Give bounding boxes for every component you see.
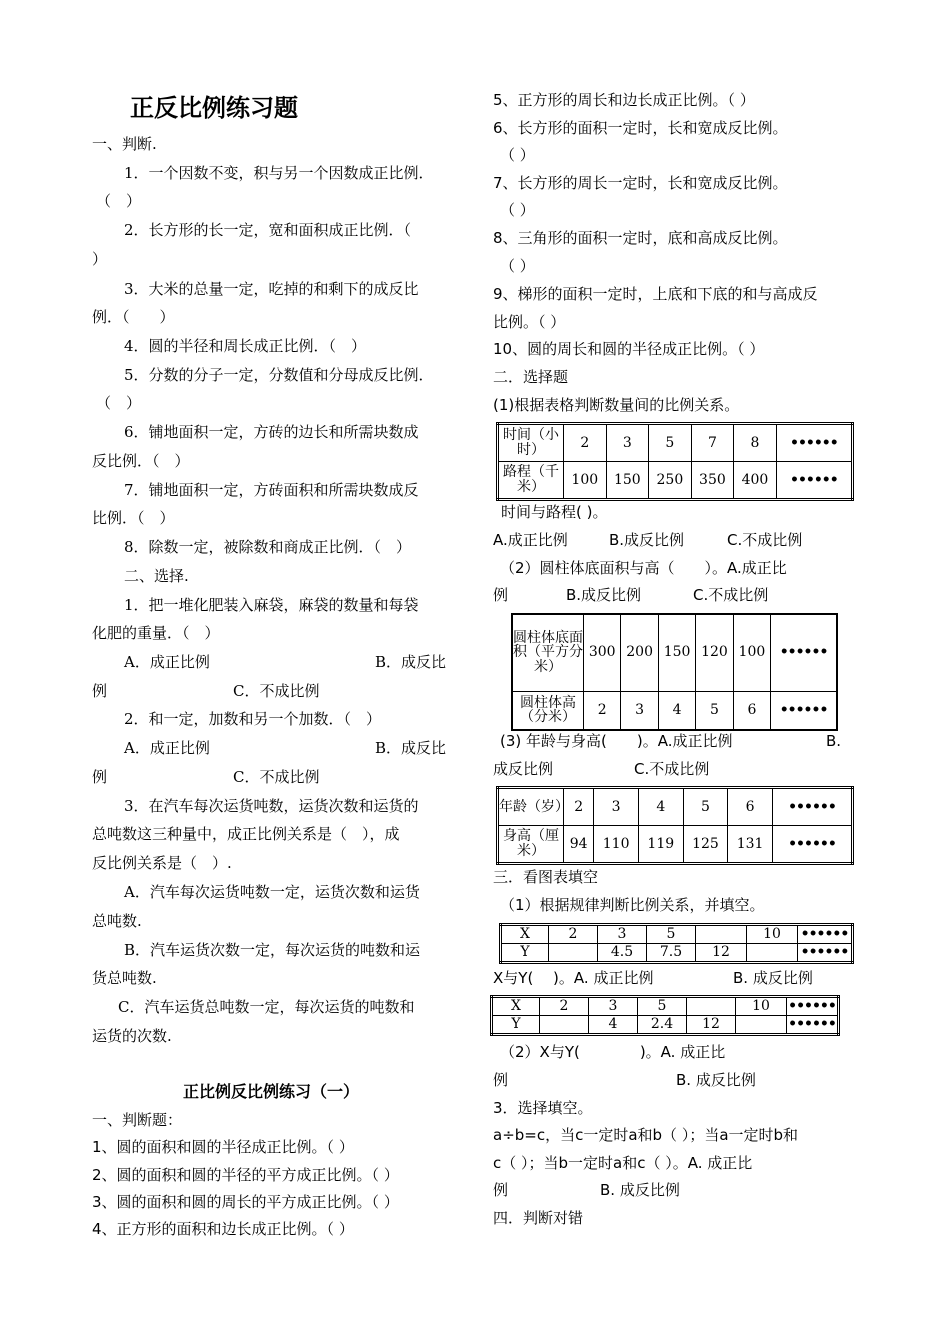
table-cell: 4.5 [598, 944, 647, 963]
answer-blank[interactable]: （ ） [500, 146, 535, 164]
question-text: 7、长方形的周长一定时，长和宽成反比例。 [493, 174, 788, 192]
table-cell: 3 [589, 997, 638, 1016]
section-heading: 二、选择. [124, 567, 189, 585]
section-heading: 一、判断题： [92, 1111, 183, 1129]
question-text: 6．铺地面积一定，方砖的边长和所需块数成 [124, 423, 419, 441]
question-text: 5、正方形的周长和边长成正比例。（ ） [493, 91, 755, 109]
option-a[interactable]: A．汽车每次运货吨数一定，运货次数和运货 [124, 883, 420, 901]
table-cell: 110 [594, 826, 639, 864]
table-cell: 120 [696, 614, 733, 691]
table-cell: 200 [621, 614, 658, 691]
table-cell: 10 [736, 997, 787, 1016]
table-header: 圆柱体高（分米） [512, 691, 584, 730]
table-cell: 2 [584, 691, 621, 730]
data-table-cylinder [511, 613, 838, 731]
table-cell: •••••• [798, 944, 853, 963]
table-cell[interactable]: 5 [647, 925, 696, 944]
data-table-xy-1 [499, 923, 854, 964]
table-cell: 12 [687, 1016, 736, 1035]
question-text: c（ ）；当b一定时a和c（ ）。A. 成正比 [493, 1154, 753, 1172]
table-cell: 125 [683, 826, 728, 864]
question-text: 8、三角形的面积一定时，底和高成反比例。 [493, 229, 788, 247]
table-cell[interactable] [687, 997, 736, 1016]
table-cell: 131 [728, 826, 773, 864]
option-b[interactable]: B. [826, 732, 842, 750]
table-cell: 7.5 [647, 944, 696, 963]
option-a-cont: 例 [493, 1181, 509, 1199]
table-cell: 2 [549, 925, 598, 944]
table-cell: 6 [728, 788, 773, 826]
option-b-cont: 货总吨数. [92, 969, 157, 987]
question-text: 8．除数一定，被除数和商成正比例．（ ） [124, 538, 412, 556]
question-text: 9、梯形的面积一定时，上底和下底的和与高成反 [493, 285, 818, 303]
table-cell: •••••• [771, 614, 837, 691]
table-cell[interactable] [549, 944, 598, 963]
table-cell: 250 [649, 462, 692, 500]
question-text: 1．把一堆化肥装入麻袋，麻袋的数量和每袋 [124, 596, 419, 614]
table-header: 时间（小时） [498, 424, 564, 462]
table-cell: •••••• [787, 1016, 839, 1035]
table-cell: •••••• [771, 691, 837, 730]
section-heading: 三．看图表填空 [493, 868, 599, 886]
table-cell: 300 [584, 614, 621, 691]
table-cell: 7 [691, 424, 734, 462]
option-c-cont: 运货的次数. [92, 1027, 172, 1045]
option-c[interactable]: C.不成比例 [727, 531, 803, 549]
option-a[interactable]: A.成正比例 [493, 531, 568, 549]
table-cell: 119 [638, 826, 683, 864]
table-cell: 100 [564, 462, 607, 500]
table-cell: 2 [540, 997, 589, 1016]
section-heading: 二．选择题 [493, 368, 569, 386]
table-header: 圆柱体底面积（平方分米） [512, 614, 584, 691]
table-header: X [501, 925, 549, 944]
table-cell: 350 [691, 462, 734, 500]
question-text: X与Y( )。A. 成正比例 [493, 969, 654, 987]
question-text: 10、圆的周长和圆的半径成正比例。（ ） [493, 340, 765, 358]
question-text: （1）根据规律判断比例关系，并填空。 [500, 896, 765, 914]
option-a[interactable]: A．成正比例 [124, 653, 210, 671]
table-cell: 10 [747, 925, 798, 944]
table-header: Y [501, 944, 549, 963]
option-b[interactable]: B. 成反比例 [600, 1181, 680, 1199]
question-text: 2．长方形的长一定，宽和面积成正比例．（ [124, 221, 412, 239]
option-b[interactable]: B．汽车运货次数一定，每次运货的吨数和运 [124, 941, 421, 959]
question-text: 2、圆的面积和圆的半径的平方成正比例。（ ） [92, 1166, 399, 1184]
question-text: 6、长方形的面积一定时，长和宽成反比例。 [493, 119, 788, 137]
subtitle: 正比例反比例练习（一） [183, 1082, 360, 1101]
question-text: 反比例关系是（ ）. [92, 854, 232, 872]
answer-blank[interactable]: （ ） [96, 394, 142, 412]
option-b[interactable]: B.成反比例 [566, 586, 642, 604]
table-cell: 100 [733, 614, 770, 691]
option-b[interactable]: B. 成反比例 [733, 969, 813, 987]
table-cell: 3 [621, 691, 658, 730]
section-heading: 一、判断. [92, 135, 157, 153]
question-text: （2）X与Y( )。A. 成正比 [500, 1043, 726, 1061]
table-header: Y [492, 1016, 540, 1035]
question-text: 3．大米的总量一定，吃掉的和剩下的成反比 [124, 280, 419, 298]
question-text: (3) 年龄与身高( )。A.成正比例 [500, 732, 733, 750]
table-cell: 12 [696, 944, 747, 963]
table-cell: 3 [594, 788, 639, 826]
option-c[interactable]: C．汽车运货总吨数一定，每次运货的吨数和 [118, 998, 415, 1016]
table-cell: 5 [649, 424, 692, 462]
option-c[interactable]: C．不成比例 [233, 768, 320, 786]
option-c[interactable]: C.不成比例 [634, 760, 710, 778]
table-header: 身高（厘米） [498, 826, 564, 864]
option-a-cont: 总吨数. [92, 912, 142, 930]
table-cell: 5 [683, 788, 728, 826]
table-cell: •••••• [776, 424, 852, 462]
table-header: 年龄（岁） [498, 788, 564, 826]
option-b[interactable]: B．成反比 [375, 739, 447, 757]
question-text: 3、圆的面积和圆的周长的平方成正比例。（ ） [92, 1193, 399, 1211]
option-a[interactable]: A．成正比例 [124, 739, 210, 757]
answer-blank[interactable]: （ ） [96, 192, 142, 210]
table-cell: 4 [589, 1016, 638, 1035]
option-b-cont: 成反比例 [493, 760, 554, 778]
table-cell: 3 [606, 424, 649, 462]
table-cell: 3 [598, 925, 647, 944]
table-cell: 6 [733, 691, 770, 730]
data-table-age-height [496, 786, 854, 865]
table-cell: 5 [638, 997, 687, 1016]
table-cell: 94 [564, 826, 594, 864]
question-text: 1、圆的面积和圆的半径成正比例。（ ） [92, 1138, 354, 1156]
question-text: 4、正方形的面积和边长成正比例。（ ） [92, 1220, 354, 1238]
question-text: （2）圆柱体底面积与高（ ）。A.成正比 [500, 559, 787, 577]
data-table-time-distance [496, 422, 854, 501]
question-text[interactable]: 比例．（ ） [92, 509, 175, 527]
answer-blank[interactable]: （ ） [500, 257, 535, 275]
option-b-cont: 例 [92, 768, 108, 786]
table-cell: 2.4 [638, 1016, 687, 1035]
table-cell: •••••• [772, 826, 852, 864]
table-cell: •••••• [787, 997, 839, 1016]
table-cell: 400 [734, 462, 777, 500]
option-a-cont: 例 [493, 1071, 509, 1089]
table-cell[interactable] [696, 925, 747, 944]
question-text: 5．分数的分子一定，分数值和分母成反比例． [124, 366, 434, 384]
table-cell: 150 [658, 614, 695, 691]
question-text: (1)根据表格判断数量间的比例关系。 [493, 396, 740, 414]
answer-blank[interactable]: （ ） [500, 201, 535, 219]
section-heading: 四．判断对错 [493, 1209, 584, 1227]
option-b[interactable]: B．成反比 [375, 653, 447, 671]
table-cell: 4 [638, 788, 683, 826]
question-text: 1．一个因数不变，积与另一个因数成正比例． [124, 164, 434, 182]
page-title: 正反比例练习题 [130, 94, 298, 122]
question-text: 3．选择填空。 [493, 1099, 593, 1117]
question-text[interactable]: 比例。（ ） [493, 313, 566, 331]
table-cell: 2 [564, 424, 607, 462]
table-cell: •••••• [772, 788, 852, 826]
answer-blank[interactable]: ） [92, 250, 108, 268]
question-text: a÷b=c，当c一定时a和b（ ）；当a一定时b和 [493, 1126, 799, 1144]
question-text: 2．和一定，加数和另一个加数．（ ） [124, 710, 382, 728]
question-text[interactable]: 反比例．（ ） [92, 452, 190, 470]
question-text: 化肥的重量．（ ） [92, 624, 220, 642]
question-text: 3．在汽车每次运货吨数，运货次数和运货的 [124, 797, 419, 815]
option-a-cont: 例 [493, 586, 509, 604]
table-cell: •••••• [776, 462, 852, 500]
question-text[interactable]: 例．（ ） [92, 308, 175, 326]
table-cell: 150 [606, 462, 649, 500]
table-cell: 2 [564, 788, 594, 826]
question-text: 4．圆的半径和周长成正比例．（ ） [124, 337, 367, 355]
table-cell: 5 [696, 691, 733, 730]
question-text: 时间与路程( )。 [501, 503, 608, 521]
question-text: 7．铺地面积一定，方砖面积和所需块数成反 [124, 481, 419, 499]
option-b[interactable]: B.成反比例 [609, 531, 685, 549]
option-c[interactable]: C.不成比例 [693, 586, 769, 604]
option-b-cont: 例 [92, 682, 108, 700]
table-header: X [492, 997, 540, 1016]
table-cell[interactable] [736, 1016, 787, 1035]
table-header: 路程（千米） [498, 462, 564, 500]
question-text: 总吨数这三种量中，成正比例关系是（ ），成 [92, 825, 400, 843]
table-cell: •••••• [798, 925, 853, 944]
data-table-xy-2 [490, 995, 840, 1036]
table-cell[interactable] [747, 944, 798, 963]
option-b[interactable]: B. 成反比例 [676, 1071, 756, 1089]
table-cell: 8 [734, 424, 777, 462]
table-cell: 4 [658, 691, 695, 730]
option-c[interactable]: C．不成比例 [233, 682, 320, 700]
table-cell[interactable] [540, 1016, 589, 1035]
